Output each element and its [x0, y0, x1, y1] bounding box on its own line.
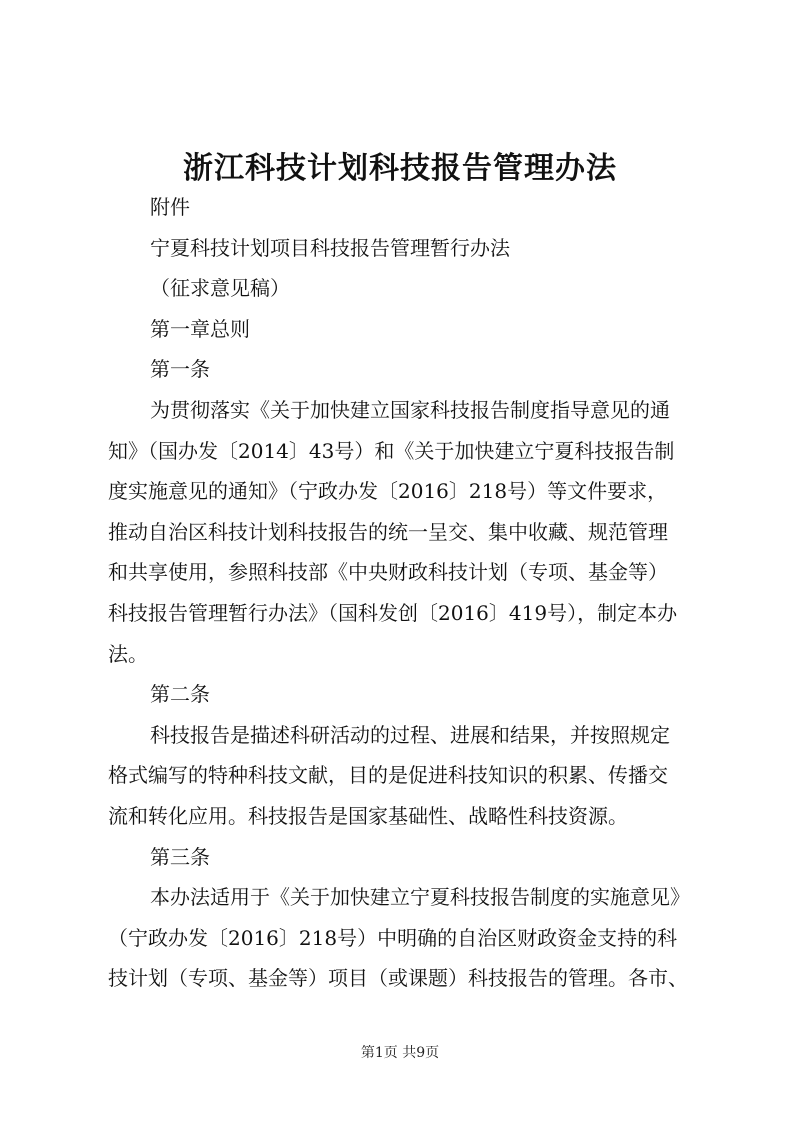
chapter-heading: 第一章总则	[150, 316, 250, 341]
article-heading: 第三条	[150, 844, 210, 869]
paragraph-line: 推动自治区科技计划科技报告的统一呈交、集中收藏、规范管理	[108, 519, 668, 544]
paragraph-line: 流和转化应用。科技报告是国家基础性、战略性科技资源。	[108, 803, 628, 828]
paragraph-line: 科技报告管理暂行办法》（国科发创〔2016〕419号），制定本办	[108, 600, 678, 625]
document-body	[108, 187, 708, 999]
subtitle: 宁夏科技计划项目科技报告管理暂行办法	[150, 235, 510, 260]
paragraph-line: （宁政办发〔2016〕218号）中明确的自治区财政资金支持的科	[108, 925, 678, 950]
paragraph-line: 法。	[108, 641, 148, 666]
paragraph-line: 本办法适用于《关于加快建立宁夏科技报告制度的实施意见》	[150, 885, 690, 910]
paragraph-line: 度实施意见的通知》（宁政办发〔2016〕218号）等文件要求，	[108, 479, 668, 504]
document-title: 浙江科技计划科技报告管理办法	[183, 151, 617, 186]
paragraph-line: 和共享使用，参照科技部《中央财政科技计划（专项、基金等）	[108, 560, 668, 585]
draft-note: （征求意见稿）	[150, 276, 290, 301]
paragraph-line: 科技报告是描述科研活动的过程、进展和结果，并按照规定	[150, 722, 670, 747]
attachment-label: 附件	[150, 195, 190, 219]
paragraph-line: 技计划（专项、基金等）项目（或课题）科技报告的管理。各市、	[108, 966, 688, 991]
article-heading: 第二条	[150, 682, 210, 707]
paragraph-line: 知》（国办发〔2014〕43号）和《关于加快建立宁夏科技报告制	[108, 438, 675, 463]
paragraph-line: 格式编写的特种科技文献，目的是促进科技知识的积累、传播交	[108, 763, 668, 788]
page-footer: 第1页 共9页	[360, 1045, 440, 1061]
article-heading: 第一条	[150, 357, 210, 382]
paragraph-line: 为贯彻落实《关于加快建立国家科技报告制度指导意见的通	[150, 397, 670, 422]
